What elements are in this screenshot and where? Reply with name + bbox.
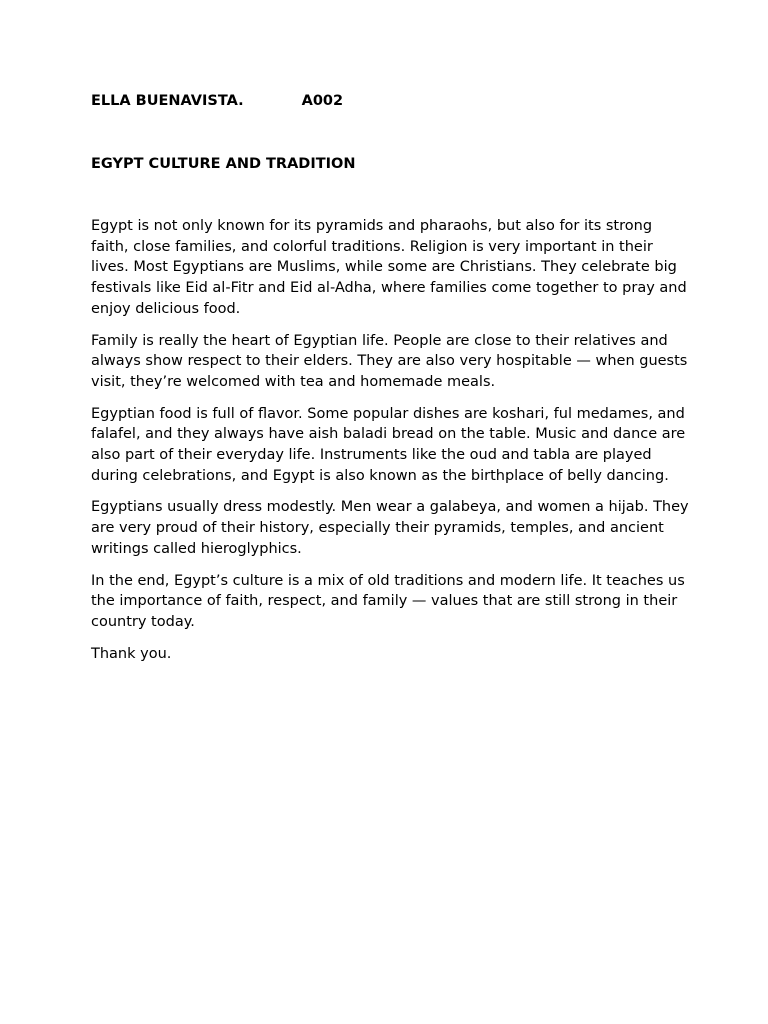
document-body: [91, 216, 691, 664]
paragraph-dress-history: Egyptians usually dress modestly. Men wear a galabeya, and women a hijab. They are very proud of their history, especially their pyramids, temples, and ancient writings called hieroglyphics.: [91, 499, 689, 557]
document-page: [91, 91, 691, 675]
paragraph-closing: Thank you.: [91, 645, 172, 662]
header-line: [91, 91, 691, 111]
paragraph-conclusion: In the end, Egypt’s culture is a mix of old traditions and modern life. It teaches us the importance of faith, respect, and family — values that are still strong in their country today.: [91, 572, 685, 630]
student-id: A002: [301, 93, 344, 109]
paragraph-religion: Egypt is not only known for its pyramids and pharaohs, but also for its strong faith, close families, and colorful traditions. Religion is very important in their lives. Most Egyptians are Muslims, while some are Christians. They celebrate big festivals like Eid al-Fitr and Eid al-Adha, where families come together to pray and enjoy delicious food.: [91, 218, 687, 317]
document-title: EGYPT CULTURE AND TRADITION: [91, 156, 356, 172]
author-name: ELLA BUENAVISTA.: [91, 93, 244, 109]
paragraph-family: Family is really the heart of Egyptian life. People are close to their relatives and always show respect to their elders. They are also very hospitable — when guests visit, they’re welcomed with tea and homemade meals.: [91, 332, 688, 390]
paragraph-food-music: Egyptian food is full of flavor. Some popular dishes are koshari, ful medames, and falafel, and they always have aish baladi bread on the table. Music and dance are also part of their everyday life. Instruments like the oud and tabla are played during celebrations, and Egypt is also known as the birthplace of belly dancing.: [91, 405, 686, 484]
